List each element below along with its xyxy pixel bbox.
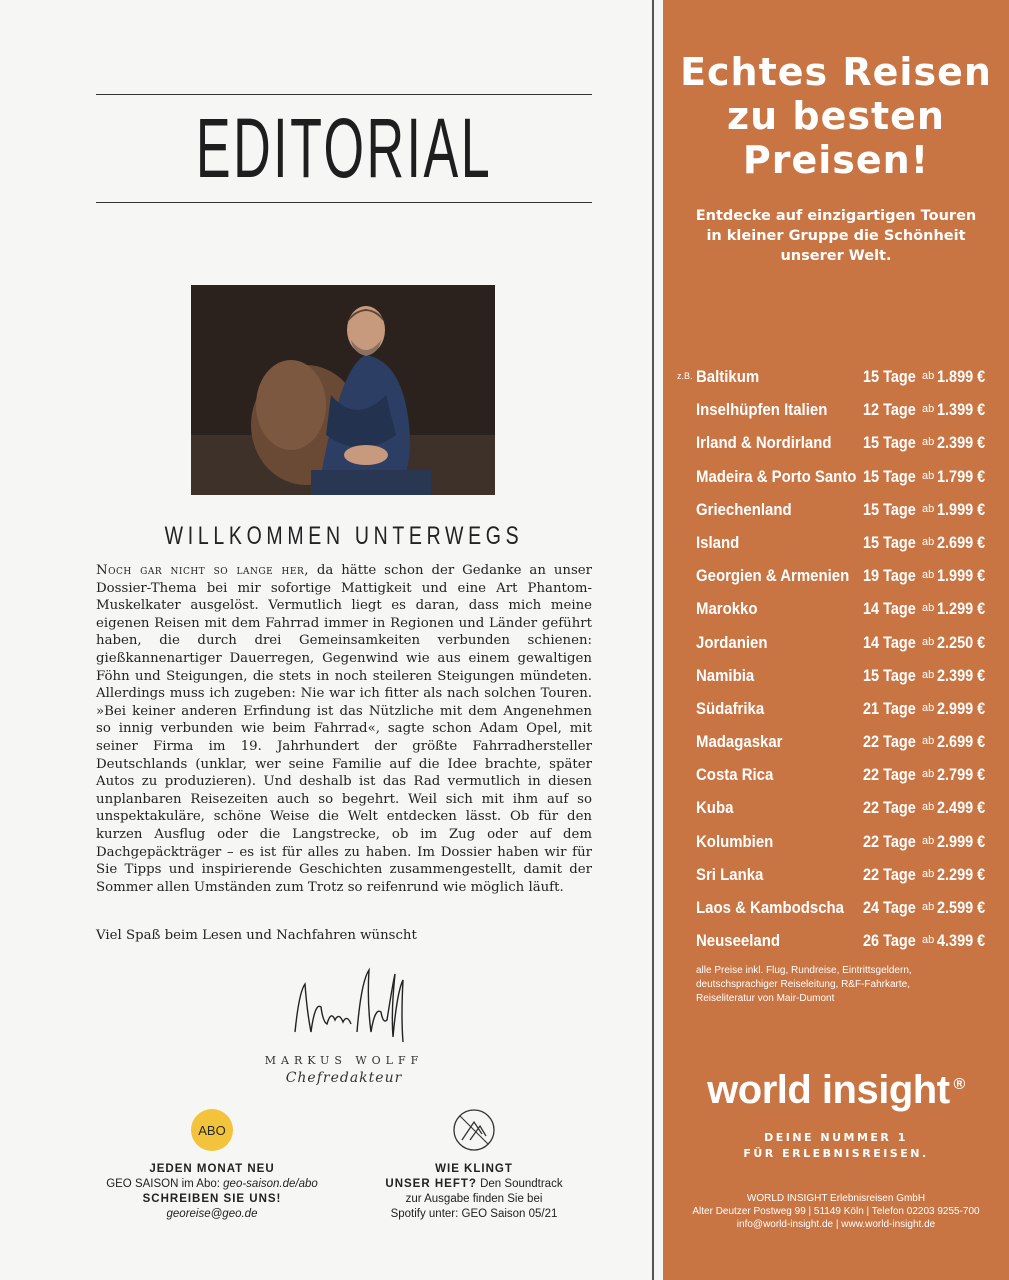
tour-destination: Island	[696, 532, 740, 552]
tour-duration: 24 Tage	[863, 898, 916, 917]
bottom-rule	[96, 202, 592, 203]
soundtrack-text: Den Soundtrack	[476, 1178, 563, 1190]
tour-row	[663, 531, 1009, 564]
price-from-label: ab	[922, 535, 935, 548]
ad-subline-line-3: unserer Welt.	[780, 248, 892, 264]
tour-price: 2.799 €	[937, 765, 986, 785]
price-from-label: ab	[922, 834, 935, 847]
tour-destination: Madeira & Porto Santo	[696, 466, 857, 486]
contact-heading: SCHREIBEN SIE UNS!	[142, 1193, 282, 1205]
tour-row	[663, 597, 1009, 630]
footnote-line-3: Reiseliteratur von Mair-Dumont	[696, 993, 835, 1004]
tour-price: 2.699 €	[937, 732, 986, 752]
tour-row	[663, 896, 1009, 929]
tour-duration: 15 Tage	[863, 466, 916, 486]
column-divider	[652, 0, 654, 1280]
tour-duration: 22 Tage	[863, 765, 916, 785]
ad-subline-line-2: in kleiner Gruppe die Schönheit	[706, 228, 966, 244]
tour-price: 1.999 €	[937, 499, 986, 519]
company-web[interactable]: info@world-insight.de | www.world-insight.de	[736, 1219, 936, 1230]
company-info	[663, 1192, 1009, 1231]
tour-destination: Inselhüpfen Italien	[696, 400, 828, 420]
price-from-label: ab	[922, 436, 935, 449]
tour-row	[663, 398, 1009, 431]
tour-price: 2.699 €	[937, 532, 986, 552]
tour-duration: 26 Tage	[863, 931, 916, 951]
tour-duration: 15 Tage	[863, 433, 916, 453]
tour-row	[663, 465, 1009, 498]
tour-row	[663, 631, 1009, 664]
tour-destination: Costa Rica	[696, 765, 774, 785]
contact-email[interactable]: georeise@geo.de	[166, 1208, 258, 1220]
tour-destination: Südafrika	[696, 698, 765, 718]
tour-duration: 22 Tage	[863, 798, 916, 818]
price-from-label: ab	[922, 370, 935, 382]
tour-destination: Kolumbien	[696, 831, 774, 851]
world-insight-advertisement	[663, 0, 1009, 1280]
tour-destination: Laos & Kambodscha	[696, 898, 844, 917]
price-from-label: ab	[922, 469, 935, 482]
tour-duration: 15 Tage	[863, 665, 916, 685]
tour-price: 1.399 €	[937, 400, 986, 420]
tour-destination: Neuseeland	[696, 931, 780, 951]
tour-duration: 19 Tage	[863, 566, 916, 586]
section-heading: WILLKOMMEN UNTERWEGS	[164, 522, 524, 550]
brand-tagline	[663, 1130, 1009, 1162]
tour-price: 2.399 €	[937, 665, 986, 685]
brand-name: world insight	[707, 1068, 950, 1112]
tour-row	[663, 830, 1009, 863]
price-from-label: ab	[922, 701, 935, 714]
tour-list	[663, 365, 1009, 962]
price-footnote	[696, 964, 996, 1006]
ad-headline	[663, 50, 1009, 182]
tour-destination: Jordanien	[696, 632, 768, 652]
portrait-photo	[191, 285, 495, 495]
tour-row	[663, 664, 1009, 697]
subscription-info	[82, 1108, 342, 1222]
tagline-line-2: FÜR ERLEBNISREISEN.	[743, 1147, 929, 1160]
tour-destination: Griechenland	[696, 499, 792, 519]
tour-row	[663, 863, 1009, 896]
subscription-heading: JEDEN MONAT NEU	[149, 1163, 275, 1175]
ad-subline	[663, 206, 1009, 266]
tour-price: 1.899 €	[937, 367, 986, 386]
tour-row	[663, 763, 1009, 796]
ad-headline-line-2: zu besten	[727, 94, 945, 138]
tour-destination: Sri Lanka	[696, 864, 764, 884]
tour-duration: 22 Tage	[863, 732, 916, 752]
tour-row	[663, 365, 1009, 398]
zb-label: z.B.	[677, 371, 693, 381]
signature-image	[285, 962, 415, 1052]
subscription-text: GEO SAISON im Abo:	[106, 1178, 224, 1190]
tour-price: 1.299 €	[937, 599, 986, 619]
footnote-line-1: alle Preise inkl. Flug, Rundreise, Eintrittsgeldern,	[696, 965, 912, 976]
price-from-label: ab	[922, 867, 935, 880]
tour-price: 4.399 €	[937, 931, 986, 951]
tour-row	[663, 498, 1009, 531]
tour-price: 2.499 €	[937, 798, 986, 818]
tour-price: 1.999 €	[937, 566, 986, 586]
tour-duration: 21 Tage	[863, 698, 916, 718]
tour-price: 2.599 €	[937, 898, 986, 917]
page-title: EDITORIAL	[195, 101, 493, 195]
soundtrack-line-3: Spotify unter: GEO Saison 05/21	[390, 1208, 558, 1220]
tour-duration: 14 Tage	[863, 632, 916, 652]
tour-row	[663, 796, 1009, 829]
tour-duration: 15 Tage	[863, 532, 916, 552]
company-address: Alter Deutzer Postweg 99 | 51149 Köln | Telefon 02203 9255-700	[692, 1206, 980, 1217]
price-from-label: ab	[922, 635, 935, 648]
tour-duration: 22 Tage	[863, 864, 916, 884]
price-from-label: ab	[922, 735, 935, 748]
body-copy: da hätte schon der Gedanke an unser Dossier-Thema bei mir sofortige Mattigkeit und eine Art Phantom-Muskelkater ausgelöst. Vermutlich liegt es daran, dass mich meine eigenen Reisen mit dem Fahrrad immer in Regionen und Länder geführt haben, die durch drei Gemeinsamkeiten verbunden schienen: gießkannenartiger Dauerregen, Gegenwind wie aus einem gewaltigen Föhn und Steigungen, die stets in noch steileren Steigungen mündeten. Allerdings muss ich zugeben: Nie war ich fitter als nach solchen Touren. »Bei keiner anderen Erfindung ist das Nützliche mit dem Angenehmen so innig verbunden wie beim Fahrrad«, sagte schon Adam Opel, mit seiner Firma im 19. Jahrhundert der größte Fahrradhersteller Deutschlands (unklar, wer seine Familie auf die Idee brachte, später Autos zu produzieren). Und deshalb ist das Rad vermutlich in diesen unplanbaren Reisezeiten auch so begehrt. Weil sich mit ihm auf so unspektakuläre, schöne Weise die Welt entdecken lässt. Ob für den kurzen Ausflug oder die Langstrecke, ob im Zug oder auf dem Dachgepäckträger – es ist für alles zu haben. Im Dossier haben wir für Sie Tipps und inspirierende Geschichten zusammengestellt, damit der Sommer allen Umständen zum Trotz so reifenrund wie möglich läuft.	[96, 563, 592, 895]
price-from-label: ab	[922, 901, 935, 913]
brand-logo	[663, 1068, 1009, 1113]
ad-subline-line-1: Entdecke auf einzigartigen Touren	[695, 208, 977, 224]
tour-row	[663, 730, 1009, 763]
editorial-body	[96, 562, 592, 896]
ad-headline-line-1: Echtes Reisen	[680, 50, 992, 94]
price-from-label: ab	[922, 602, 935, 615]
spotify-music-icon	[452, 1108, 496, 1152]
tour-row	[663, 564, 1009, 597]
tour-duration: 14 Tage	[863, 599, 916, 619]
tour-price: 2.999 €	[937, 698, 986, 718]
tour-row	[663, 697, 1009, 730]
tour-price: 1.799 €	[937, 466, 986, 486]
tour-destination: Kuba	[696, 798, 734, 818]
soundtrack-heading: WIE KLINGT	[435, 1163, 513, 1175]
tour-destination: Baltikum	[696, 367, 760, 386]
subscription-link[interactable]: geo-saison.de/abo	[223, 1178, 318, 1190]
tour-duration: 15 Tage	[863, 499, 916, 519]
tour-price: 2.299 €	[937, 864, 986, 884]
ad-headline-line-3: Preisen!	[742, 138, 930, 182]
closing-line: Viel Spaß beim Lesen und Nachfahren wünscht	[96, 928, 417, 943]
soundtrack-info	[344, 1108, 604, 1222]
tagline-line-1: DEINE NUMMER 1	[764, 1131, 908, 1144]
tour-row	[663, 929, 1009, 962]
author-name: MARKUS WOLFF	[264, 1054, 424, 1067]
price-from-label: ab	[922, 569, 935, 582]
author-role: Chefredakteur	[285, 1070, 403, 1086]
soundtrack-line-2: zur Ausgabe finden Sie bei	[405, 1193, 543, 1205]
tour-row	[663, 431, 1009, 464]
price-from-label: ab	[922, 502, 935, 515]
tour-price: 2.399 €	[937, 433, 986, 453]
abo-badge-icon	[190, 1108, 234, 1152]
tour-destination: Irland & Nordirland	[696, 433, 832, 453]
top-rule	[96, 94, 592, 95]
company-name: WORLD INSIGHT Erlebnisreisen GmbH	[746, 1193, 926, 1204]
soundtrack-heading-2: UNSER HEFT?	[385, 1178, 477, 1190]
price-from-label: ab	[922, 801, 935, 814]
lead-in: Noch gar nicht so lange her,	[96, 563, 309, 578]
portrait-illustration	[191, 285, 495, 495]
price-from-label: ab	[922, 768, 935, 781]
tour-destination: Namibia	[696, 665, 755, 685]
price-from-label: ab	[922, 403, 935, 416]
tour-duration: 12 Tage	[863, 400, 916, 420]
tour-destination: Marokko	[696, 599, 758, 619]
tour-price: 2.999 €	[937, 831, 986, 851]
tour-duration: 22 Tage	[863, 831, 916, 851]
abo-badge-label: ABO	[198, 1123, 226, 1138]
tour-duration: 15 Tage	[863, 367, 916, 386]
tour-destination: Madagaskar	[696, 732, 783, 752]
registered-mark: ®	[953, 1075, 965, 1093]
footnote-line-2: deutschsprachiger Reiseleitung, R&F-Fahrkarte,	[696, 979, 910, 990]
price-from-label: ab	[922, 668, 935, 681]
price-from-label: ab	[922, 934, 935, 947]
tour-destination: Georgien & Armenien	[696, 566, 850, 586]
tour-price: 2.250 €	[937, 632, 986, 652]
